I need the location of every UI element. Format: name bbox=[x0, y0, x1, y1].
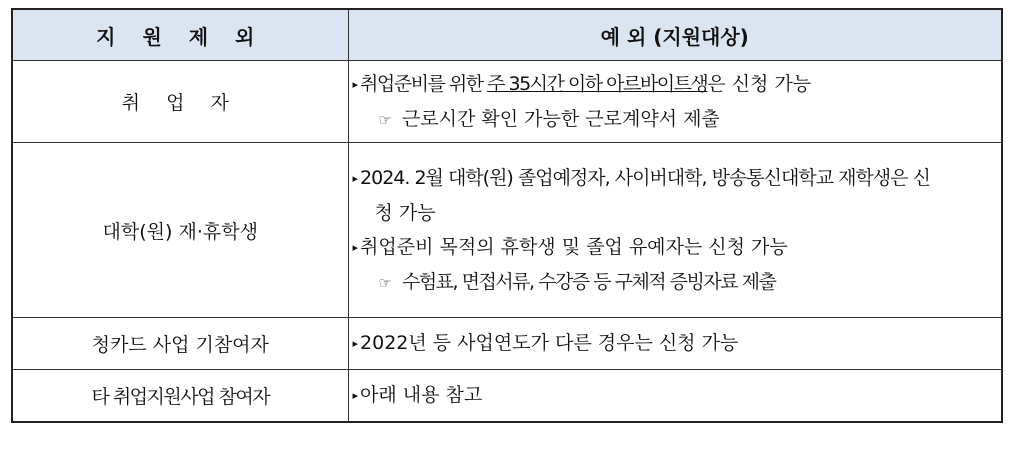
category-cell: 취 업 자 bbox=[12, 61, 348, 143]
category-cell: 타 취업지원사업 참여자 bbox=[12, 370, 348, 422]
pointing-hand-icon: ☞ bbox=[378, 273, 392, 292]
category-cell: 대학(원) 재·휴학생 bbox=[12, 143, 348, 318]
bullet-icon: ▸ bbox=[352, 171, 359, 185]
exception-cell bbox=[348, 318, 1002, 370]
bullet-icon: ▸ bbox=[352, 388, 359, 402]
category-cell: 청카드 사업 기참여자 bbox=[12, 318, 348, 370]
exception-cell bbox=[348, 143, 1002, 318]
exception-table bbox=[11, 8, 1003, 423]
table-row bbox=[12, 370, 1002, 422]
exception-note: ☞ 수험표, 면접서류, 수강증 등 구체적 증빙자료 제출 bbox=[378, 270, 776, 293]
table-row bbox=[12, 143, 1002, 318]
table-row bbox=[12, 61, 1002, 143]
exception-note: ☞ 근로시간 확인 가능한 근로계약서 제출 bbox=[378, 107, 720, 130]
exception-line: ▸ 2022년 등 사업연도가 다른 경우는 신청 가능 bbox=[352, 332, 739, 354]
bullet-icon: ▸ bbox=[352, 337, 359, 350]
exception-line-continuation: 청 가능 bbox=[374, 201, 436, 224]
exception-line: ▸ 아래 내용 참고 bbox=[352, 383, 483, 406]
bullet-icon: ▸ bbox=[352, 240, 359, 254]
header-exceptions: 예 외 (지원대상) bbox=[348, 9, 1002, 61]
header-excluded: 지 원 제 외 bbox=[12, 9, 348, 61]
table-row bbox=[12, 318, 1002, 370]
exception-line: ▸ 취업준비 목적의 휴학생 및 졸업 유예자는 신청 가능 bbox=[352, 235, 788, 258]
exception-line: ▸ 취업준비를 위한 주 35시간 이하 아르바이트생은 신청 가능 bbox=[352, 72, 812, 95]
bullet-icon: ▸ bbox=[352, 77, 359, 91]
exception-cell bbox=[348, 370, 1002, 422]
exception-cell bbox=[348, 61, 1002, 143]
exception-line: ▸ 2024. 2월 대학(원) 졸업예정자, 사이버대학, 방송통신대학교 재학생은 신 bbox=[352, 166, 930, 189]
pointing-hand-icon: ☞ bbox=[378, 110, 392, 129]
header-row bbox=[12, 9, 1002, 61]
